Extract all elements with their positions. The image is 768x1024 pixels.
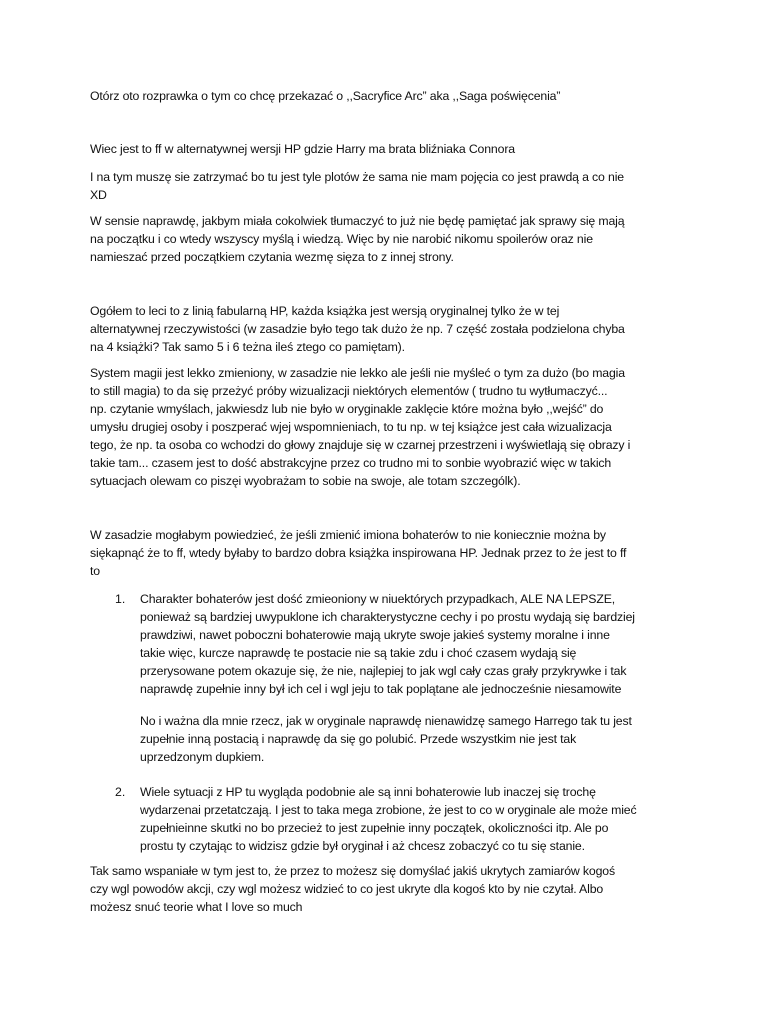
text-line: System magii jest lekko zmieniony, w zasadzie nie lekko ale jeśli nie myśleć o tym za dużo (bo magia [90, 366, 625, 380]
text-line: naprawdę zupełnie inny był ich cel i wgl jeju to tak poplątane ale jednocześnie niesamowite [140, 682, 622, 696]
text-line: zupełnieinne skutki no bo przecież to jest zupełnie inny początek, okoliczności itp. Ale po [140, 821, 609, 835]
text-line: siękapnąć że to ff, wtedy byłaby to bardzo dobra książka inspirowana HP. Jednak przez to że jest to ff [90, 546, 627, 560]
list-number: 2. [115, 785, 126, 799]
list-item-2 [140, 783, 700, 855]
text-line: W zasadzie mogłabym powiedzieć, że jeśli zmienić imiona bohaterów to nie koniecznie można by [90, 528, 606, 542]
text-line: XD [90, 188, 107, 202]
text-line: Wiele sytuacji z HP tu wygląda podobnie ale są inni bohaterowie lub inaczej się trochę [140, 785, 596, 799]
paragraph-2 [90, 168, 690, 204]
text-line: tego, że np. ta osoba co wchodzi do głowy znajduje się w czarnej przestrzeni i wyświetlają się obrazy i [90, 438, 631, 452]
text-line: np. czytanie wmyślach, jakwiesdz lub nie było w oryginakle zaklęcie które można było ,,wejść” do [90, 402, 604, 416]
text-line: Charakter bohaterów jest dość zmieoniony w niuektórych przypadkach, ALE NA LEPSZE, [140, 592, 616, 606]
text-line: wydarzenai przetatczają. I jest to taka mega zrobione, że jest to co w oryginale ale może mieć [140, 803, 637, 817]
document-title [90, 87, 690, 105]
text-line: namieszać przed początkiem czytania wezmę sięza to z innej strony. [90, 250, 454, 264]
text-line: No i ważna dla mnie rzecz, jak w oryginale naprawdę nienawidzę samego Harrego tak tu jest [140, 714, 632, 728]
text-line: na początku i co wtedy wszyscy myślą i wiedzą. Więc by nie narobić nikomu spoilerów oraz nie [90, 232, 593, 246]
text-line: Tak samo wspaniałe w tym jest to, że przez to możesz się domyślać jakiś ukrytych zamiarów kogoś [90, 864, 615, 878]
text-line: na 4 książki? Tak samo 5 i 6 teżna ileś ztego co pamiętam). [90, 340, 405, 354]
paragraph-6 [90, 526, 690, 580]
list-number: 1. [115, 592, 126, 606]
paragraph-7 [90, 862, 690, 916]
text-line: prostu ty czytając to widzisz gdzie był oryginał i aż chcesz zobaczyć co tu się stanie. [140, 839, 585, 853]
text-line: takie więc, kurcze naprawdę te postacie nie są takie zdu i choć czasem wydają się [140, 646, 577, 660]
text-line: przerysowane potem okazuje się, że nie, najlepiej to jak wgl cały czas grały przykrywke i tak [140, 664, 627, 678]
paragraph-1 [90, 140, 690, 158]
paragraph-5 [90, 364, 690, 490]
text-line: możesz snuć teorie what I love so much [90, 900, 303, 914]
text-line: W sensie naprawdę, jakbym miała cokolwiek tłumaczyć to już nie będę pamiętać jak sprawy się mają [90, 214, 625, 228]
text-line: sytuacjach olewam co piszęi wyobrażam to sobie na swoje, ale totam szczególk). [90, 474, 521, 488]
text-line: I na tym muszę sie zatrzymać bo tu jest tyle plotów że sama nie mam pojęcia co jest prawdą a co nie [90, 170, 624, 184]
text-line: prawdziwi, nawet poboczni bohaterowie mają ukryte swoje jakieś systemy moralne i inne [140, 628, 610, 642]
text-line: Wiec jest to ff w alternatywnej wersji HP gdzie Harry ma brata bliźniaka Connora [90, 142, 515, 156]
text-line: Otórz oto rozprawka o tym co chcę przekazać o ,,Sacryfice Arc” aka ,,Saga poświęcenia” [90, 89, 561, 103]
list-item-1 [140, 590, 700, 698]
text-line: czy wgl powodów akcji, czy wgl możesz widzieć to co jest ukryte dla kogoś kto by nie czytał. Albo [90, 882, 604, 896]
text-line: takie tam... czasem jest to dość abstrakcyjne przez co trudno mi to sonbie wyobrazić więc w takich [90, 456, 612, 470]
list-item-1-subparagraph [140, 712, 700, 766]
text-line: umysłu drugiej osoby i poszperać wjej wspomnieniach, to tu np. w tej książce jest cała wizualizacja [90, 420, 612, 434]
text-line: ponieważ są bardziej uwypuklone ich charakterystyczne cechy i po prostu wydają się bardziej [140, 610, 635, 624]
text-line: uprzedzonym dupkiem. [140, 750, 265, 764]
paragraph-4 [90, 302, 690, 356]
text-line: Ogółem to leci to z linią fabularną HP, każda książka jest wersją oryginalnej tylko że w tej [90, 304, 560, 318]
text-line: alternatywnej rzeczywistości (w zasadzie było tego tak dużo że np. 7 część została podzielona chyba [90, 322, 625, 336]
text-line: zupełnie inną postacią i naprawdę da się go polubić. Przede wszystkim nie jest tak [140, 732, 577, 746]
text-line: to [90, 564, 100, 578]
text-line: to still magia) to da się przeżyć próby wizualizacji niektórych elementów ( trudno tu wytłumaczyć... [90, 384, 608, 398]
paragraph-3 [90, 212, 690, 266]
